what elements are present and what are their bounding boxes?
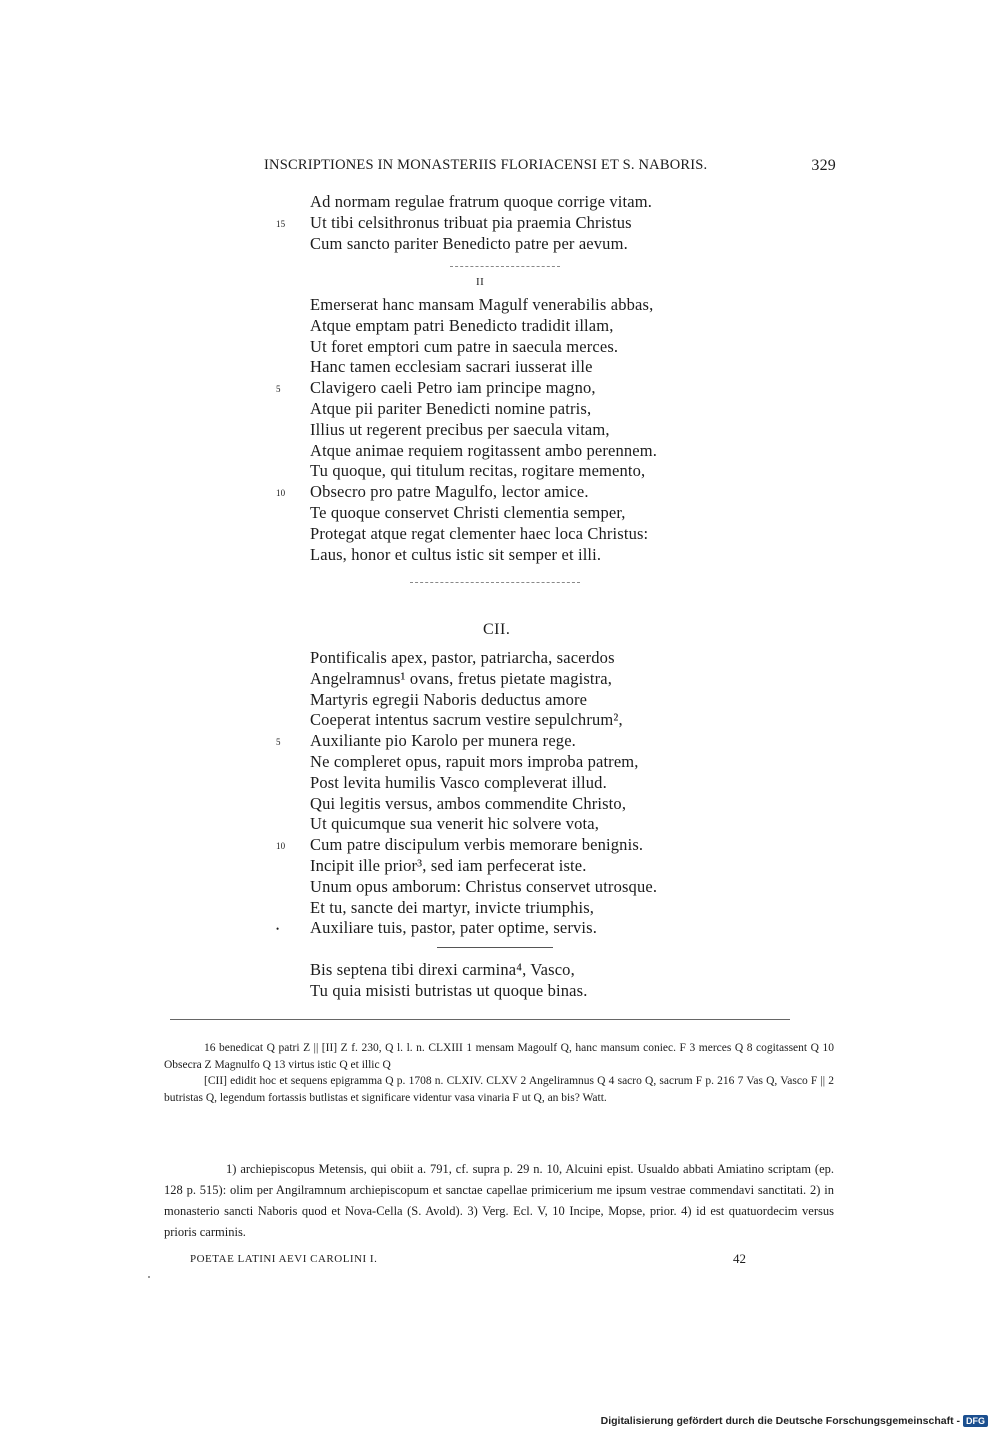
footnote-rule [170, 1019, 790, 1020]
verse-text: Angelramnus¹ ovans, fretus pietate magistra, [310, 668, 613, 688]
banner-text: Digitalisierung gefördert durch die Deutsche Forschungsgemeinschaft - [600, 1415, 960, 1427]
verse-line [310, 441, 657, 462]
line-number: 10 [276, 488, 286, 499]
verse-text: Emerserat hanc mansam Magulf venerabilis abbas, [310, 295, 654, 314]
verse-line [310, 814, 657, 835]
verse-text: Ut quicumque sua venerit hic solvere vota, [310, 814, 600, 834]
verse-line [310, 669, 657, 690]
verse-line [310, 960, 588, 981]
explanatory-notes [164, 1159, 834, 1243]
verse-text: Illius ut regerent precibus per saecula vitam, [310, 419, 610, 439]
running-title: INSCRIPTIONES IN MONASTERIIS FLORIACENSI ET S. NABORIS. [264, 157, 708, 173]
verse-text: Cum sancto pariter Benedicto patre per aevum. [310, 233, 628, 253]
funding-banner [601, 1415, 988, 1427]
verse-line [310, 316, 657, 337]
line-number: 5 [276, 737, 281, 748]
verse-line [310, 357, 657, 378]
verse-text: Auxiliante pio Karolo per munera rege. [310, 731, 576, 751]
poem-a-end [276, 192, 652, 254]
poem-numeral: CII. [483, 621, 511, 638]
verse-text: Bis septena tibi direxi carmina⁴, Vasco, [310, 960, 575, 979]
verse-text: Tu quoque, qui titulum recitas, rogitare memento, [310, 461, 646, 481]
section-divider [450, 266, 560, 267]
verse-line [310, 898, 657, 919]
verse-line [310, 524, 657, 545]
verse-text: Ut tibi celsithronus tribuat pia praemia Christus [310, 212, 632, 232]
verse-line [310, 981, 588, 1002]
line-number: 10 [276, 841, 286, 852]
verse-text: Protegat atque regat clementer haec loca Christus: [310, 523, 649, 543]
verse-line [276, 835, 657, 856]
verse-line [310, 420, 657, 441]
apparatus-paragraph: [CII] edidit hoc et sequens epigramma Q p. 1708 n. CLXIV. CLXV 2 Angeliramnus Q 4 sacro Q, sacrum F p. 216 7 Vas Q, Vasco F || 2 butristas Q, legendum fortassis butlistas et significare videntur vasa vinaria F ut Q, an bis? Watt. [164, 1075, 834, 1104]
apparatus-paragraph: 16 benedicat Q patri Z || [II] Z f. 230, Q l. l. n. CLXIII 1 mensam Magoulf Q, hanc mansum coniec. F 3 merces Q 8 cogitassent Q 10 Obsecra Z Magnulfo Q 13 virtus istic Q et illic Q [164, 1042, 834, 1071]
verse-line [310, 295, 657, 316]
verse-text: Qui legitis versus, ambos commendite Christo, [310, 793, 627, 813]
line-number: • [276, 924, 280, 935]
verse-line [310, 856, 657, 877]
verse-text: Ne compleret opus, rapuit mors improba patrem, [310, 751, 639, 771]
verse-separator [437, 947, 553, 948]
verse-line [310, 337, 657, 358]
line-number: 5 [276, 384, 281, 395]
verse-line [310, 545, 657, 566]
verse-text: Pontificalis apex, pastor, patriarcha, sacerdos [310, 648, 615, 667]
verse-line [310, 773, 657, 794]
verse-text: Ut foret emptori cum patre in saecula merces. [310, 336, 619, 356]
verse-line [276, 482, 657, 503]
poem-b [276, 295, 658, 565]
verse-line [310, 752, 657, 773]
verse-line [310, 234, 652, 255]
verse-text: Obsecro pro patre Magulfo, lector amice. [310, 482, 589, 502]
signature-number: 42 [733, 1251, 746, 1266]
verse-text: Et tu, sancte dei martyr, invicte triumphis, [310, 897, 595, 917]
signature-line: POETAE LATINI AEVI CAROLINI I. [190, 1253, 378, 1265]
verse-text: Hanc tamen ecclesiam sacrari iusserat ille [310, 357, 593, 377]
verse-text: Clavigero caeli Petro iam principe magno, [310, 378, 596, 398]
verse-text: Te quoque conservet Christi clementia semper, [310, 502, 626, 522]
verse-text: Cum patre discipulum verbis memorare benignis. [310, 835, 644, 855]
poem-c [276, 648, 658, 939]
verse-line [310, 399, 657, 420]
verse-line [310, 877, 657, 898]
verse-line [310, 192, 652, 213]
verse-line [276, 918, 657, 939]
verse-text: Coeperat intentus sacrum vestire sepulchrum², [310, 710, 623, 730]
verse-text: Post levita humilis Vasco compleverat illud. [310, 772, 607, 792]
scan-speck [148, 1276, 150, 1278]
verse-text: Ad normam regulae fratrum quoque corrige vitam. [310, 192, 652, 211]
verse-line [276, 212, 652, 234]
verse-line [276, 731, 657, 752]
line-number: 15 [276, 218, 286, 229]
page-number: 329 [811, 157, 836, 174]
verse-text: Atque pii pariter Benedicti nomine patris, [310, 398, 592, 418]
verse-text: Laus, honor et cultus istic sit semper et illi. [310, 544, 602, 564]
notes-paragraph: 1) archiepiscopus Metensis, qui obiit a. 791, cf. supra p. 29 n. 10, Alcuini epist. Usualdo abbati Amiatino scriptam (ep. 128 p. 515): olim per Angilramnum archiepiscopum et sanctae capellae primicerium me ipsum vestrae commendavi sanctitati. 2) in monasterio sancti Naboris quod et Nova-Cella (S. Avold). 3) Verg. Ecl. V, 10 Incipe, Mopse, prior. 4) id est quatuordecim versus prioris carminis. [164, 1162, 834, 1239]
verse-text: Auxiliare tuis, pastor, pater optime, servis. [310, 918, 597, 938]
verse-text: Incipit ille prior³, sed iam perfecerat iste. [310, 855, 587, 875]
verse-line [276, 378, 657, 399]
dfg-logo-icon: DFG [963, 1415, 988, 1427]
verse-line [310, 794, 657, 815]
verse-text: Unum opus amborum: Christus conservet utrosque. [310, 876, 658, 896]
section-divider [410, 582, 580, 583]
verse-line [310, 503, 657, 524]
critical-apparatus [164, 1040, 834, 1106]
verse-line [310, 648, 657, 669]
verse-line [310, 690, 657, 711]
verse-text: Martyris egregii Naboris deductus amore [310, 689, 588, 709]
verse-text: Tu quia misisti butristas ut quoque binas. [310, 980, 588, 1000]
verse-text: Atque animae requiem rogitassent ambo perennem. [310, 440, 658, 460]
verse-line [310, 461, 657, 482]
poem-c-postscript [310, 960, 588, 1002]
verse-text: Atque emptam patri Benedicto tradidit illam, [310, 315, 614, 335]
poem-numeral: II [476, 276, 485, 288]
verse-line [310, 710, 657, 731]
